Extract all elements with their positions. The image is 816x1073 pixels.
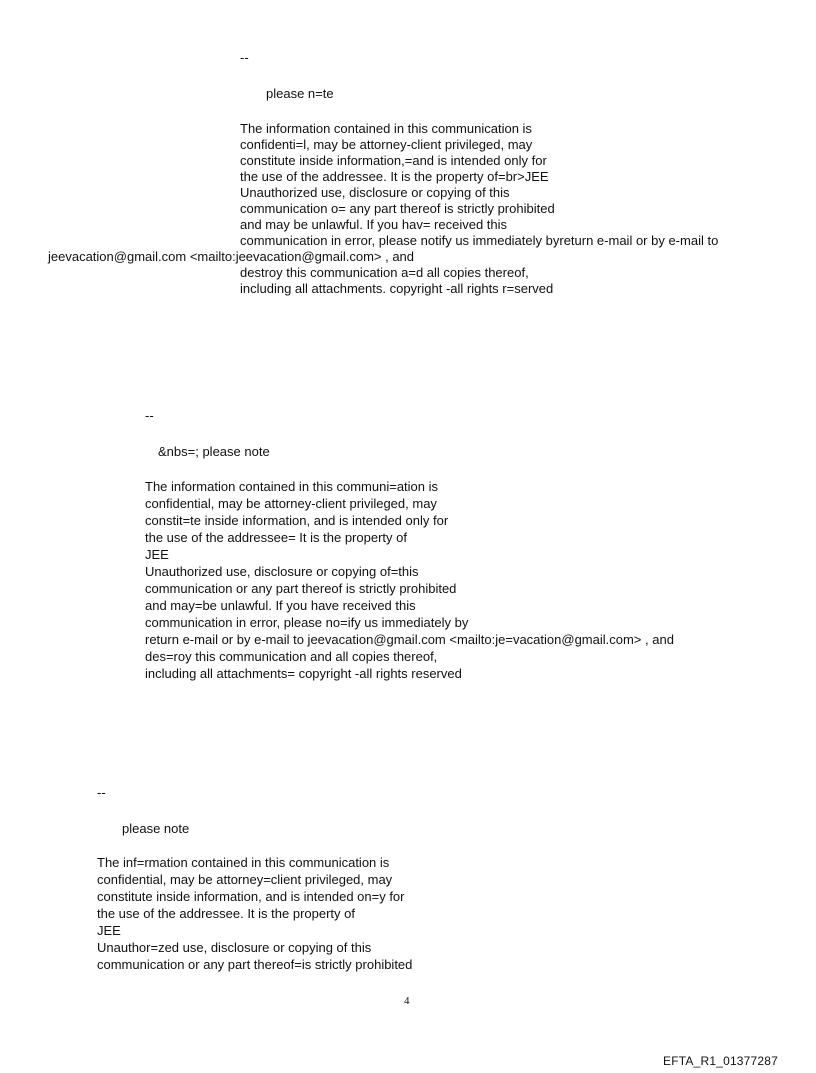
page-number: 4 bbox=[404, 995, 410, 1007]
text-line: and may=be unlawful. If you have received this bbox=[145, 598, 416, 613]
text-line: confidential, may be attorney-client privileged, may bbox=[145, 496, 437, 511]
text-line: des=roy this communication and all copies thereof, bbox=[145, 649, 438, 664]
text-line: The information contained in this communi=ation is bbox=[145, 479, 439, 494]
text-line: The inf=rmation contained in this communication is bbox=[97, 855, 390, 870]
text-line: confidenti=l, may be attorney-client privileged, may bbox=[240, 137, 533, 152]
text-line: communication in error, please notify us immediately byreturn e-mail or by e-mail to bbox=[240, 233, 719, 248]
text-line: return e-mail or by e-mail to jeevacation@gmail.com <mailto:je=vacation@gmail.com> , and bbox=[145, 632, 674, 647]
text-line: destroy this communication a=d all copies thereof, bbox=[240, 265, 529, 280]
text-line: constitute inside information,=and is intended only for bbox=[240, 153, 547, 168]
text-line: JEE bbox=[145, 547, 169, 562]
text-line: the use of the addressee. It is the property of=br>JEE bbox=[240, 169, 549, 184]
text-line: The information contained in this communication is bbox=[240, 121, 532, 136]
heading-3: please note bbox=[122, 821, 190, 836]
separator-1: -- bbox=[240, 50, 249, 65]
text-line: constit=te inside information, and is intended only for bbox=[145, 513, 449, 528]
text-line: the use of the addressee. It is the property of bbox=[97, 906, 355, 921]
text-line: including all attachments= copyright -all rights reserved bbox=[145, 666, 462, 681]
text-line: and may be unlawful. If you hav= received this bbox=[240, 217, 508, 232]
text-line: constitute inside information, and is intended on=y for bbox=[97, 889, 405, 904]
text-line: communication or any part thereof is strictly prohibited bbox=[145, 581, 457, 596]
text-line: JEE bbox=[97, 923, 121, 938]
text-line: jeevacation@gmail.com <mailto:jeevacation@gmail.com> , and bbox=[48, 249, 415, 264]
separator-3: -- bbox=[97, 785, 106, 800]
text-line: communication in error, please no=ify us immediately by bbox=[145, 615, 469, 630]
text-line: confidential, may be attorney=client privileged, may bbox=[97, 872, 393, 887]
document-id: EFTA_R1_01377287 bbox=[663, 1054, 779, 1068]
text-line: Unauthorized use, disclosure or copying of=this bbox=[145, 564, 419, 579]
separator-2: -- bbox=[145, 408, 154, 423]
text-line: Unauthorized use, disclosure or copying of this bbox=[240, 185, 510, 200]
text-line: Unauthor=zed use, disclosure or copying of this bbox=[97, 940, 372, 955]
text-line: the use of the addressee= It is the property of bbox=[145, 530, 407, 545]
text-line: communication o= any part thereof is strictly prohibited bbox=[240, 201, 555, 216]
text-line: communication or any part thereof=is strictly prohibited bbox=[97, 957, 413, 972]
heading-2: &nbs=; please note bbox=[158, 444, 270, 459]
text-line: including all attachments. copyright -all rights r=served bbox=[240, 281, 554, 296]
heading-1: please n=te bbox=[266, 86, 334, 101]
